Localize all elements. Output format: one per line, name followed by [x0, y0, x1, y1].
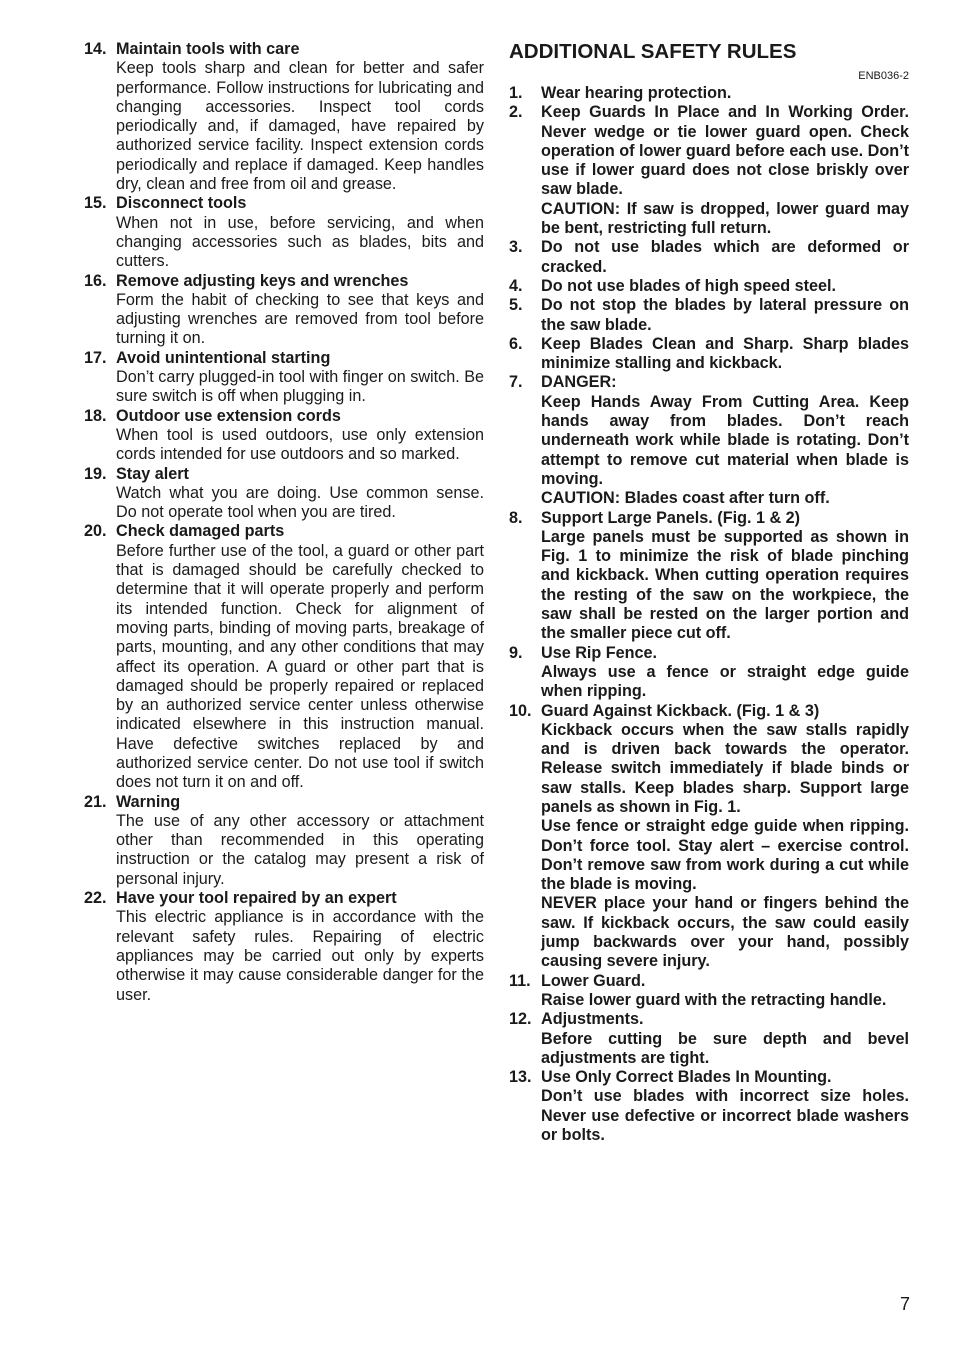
item-title: Use Rip Fence. — [541, 643, 658, 662]
item-paragraph: Kickback occurs when the saw stalls rapidly and is driven back towards the operator. Release switch immediately if blade binds or saw stalls. Keep blades sharp. Support large panels as shown in Fig. 1. — [541, 720, 909, 816]
item-number: 8. — [509, 508, 523, 527]
item-text: Keep tools sharp and clean for better and safer performance. Follow instructions for lubricating and changing accessories. Inspect tool cords periodically and, if damaged, have repaired by authorized service facility. Inspect extension cords periodically and replace if damaged. Keep handles dry, clean and free from oil and grease. — [116, 59, 484, 194]
item-number: 4. — [509, 276, 523, 295]
item-number: 12. — [509, 1010, 532, 1029]
left-item-21 — [84, 793, 484, 889]
item-title: Outdoor use extension cords — [116, 406, 341, 425]
item-title: Guard Against Kickback. (Fig. 1 & 3) — [541, 701, 820, 720]
right-item-13 — [509, 1068, 909, 1145]
item-title: Keep Blades Clean and Sharp. Sharp blades minimize stalling and kickback. — [541, 334, 909, 373]
item-number: 14. — [84, 40, 107, 58]
left-item-16 — [84, 272, 484, 349]
right-item-2 — [509, 103, 909, 238]
item-number: 18. — [84, 406, 107, 425]
item-title: Do not use blades of high speed steel. — [541, 276, 837, 295]
item-title: Stay alert — [116, 464, 189, 483]
item-paragraph: CAUTION: Blades coast after turn off. — [541, 489, 830, 508]
right-item-12 — [509, 1010, 909, 1068]
item-paragraph: Before cutting be sure depth and bevel adjustments are tight. — [541, 1029, 909, 1067]
item-number: 5. — [509, 296, 523, 315]
item-number: 22. — [84, 889, 107, 908]
item-title: DANGER: — [541, 373, 617, 392]
item-text: Form the habit of checking to see that keys and adjusting wrenches are removed from tool before turning it on. — [116, 290, 484, 348]
page-number: 7 — [899, 1294, 910, 1314]
left-item-20 — [84, 522, 484, 792]
item-number: 20. — [84, 522, 107, 541]
item-paragraph: Large panels must be supported as shown in Fig. 1 to minimize the risk of blade pinching and kickback. When cutting operation requires the resting of the saw on the workpiece, the saw shall be rested on the larger portion and the smaller piece cut off. — [541, 527, 909, 643]
left-item-22 — [84, 889, 484, 1005]
item-number: 11. — [509, 971, 531, 990]
item-number: 10. — [509, 701, 532, 720]
left-item-15 — [84, 194, 484, 271]
item-text: Before further use of the tool, a guard or other part that is damaged should be carefully checked to determine that it will operate properly and perform its intended function. Check for alignment of moving parts, binding of moving parts, breakage of parts, mounting, and any other conditions that may affect its operation. A guard or other part that is damaged should be properly repaired or replaced by an authorized service center unless otherwise indicated elsewhere in this instruction manual. Have defective switches replaced by and authorized service center. Do not use tool if switch does not turn it on and off. — [116, 541, 484, 792]
item-paragraph: CAUTION: If saw is dropped, lower guard may be bent, restricting full return. — [541, 199, 909, 238]
left-item-14 — [84, 40, 484, 194]
item-title: Remove adjusting keys and wrenches — [116, 271, 409, 290]
item-number: 3. — [509, 238, 523, 257]
right-item-3 — [509, 238, 909, 277]
item-number: 19. — [84, 464, 107, 483]
right-item-9 — [509, 644, 909, 702]
right-item-11 — [509, 972, 909, 1011]
item-number: 1. — [509, 84, 523, 102]
right-item-10 — [509, 702, 909, 972]
item-paragraph: Raise lower guard with the retracting handle. — [541, 990, 887, 1009]
item-paragraph: Always use a fence or straight edge guide when ripping. — [541, 662, 909, 701]
right-item-4 — [509, 277, 909, 296]
item-number: 7. — [509, 373, 523, 392]
item-number: 16. — [84, 271, 107, 290]
item-text: This electric appliance is in accordance with the relevant safety rules. Repairing of electric appliances may be carried out only by experts otherwise it may cause considerable danger for the user. — [116, 908, 484, 1004]
item-title: Avoid unintentional starting — [116, 348, 331, 367]
item-title: Adjustments. — [541, 1010, 644, 1029]
item-number: 13. — [509, 1068, 532, 1087]
right-item-6 — [509, 335, 909, 374]
item-number: 9. — [509, 643, 523, 662]
item-title: Do not stop the blades by lateral pressure on the saw blade. — [541, 296, 909, 334]
item-number: 6. — [509, 334, 523, 353]
item-paragraph: Use fence or straight edge guide when ripping. Don’t force tool. Stay alert – exercise control. Don’t remove saw from work during a cut while the blade is moving. — [541, 817, 909, 894]
item-paragraph: Keep Hands Away From Cutting Area. Keep hands away from blades. Don’t reach underneath work while blade is rotating. Don’t attempt to remove cut material when blade is moving. — [541, 392, 909, 488]
item-text: The use of any other accessory or attachment other than recommended in this operating instruction or the catalog may present a risk of personal injury. — [116, 811, 484, 888]
section-title: ADDITIONAL SAFETY RULES — [509, 40, 797, 63]
item-number: 2. — [509, 103, 523, 122]
item-title: Maintain tools with care — [116, 40, 300, 58]
item-paragraph: NEVER place your hand or fingers behind the saw. If kickback occurs, the saw could easily jump backwards over your hand, possibly causing severe injury. — [541, 894, 909, 971]
item-title: Have your tool repaired by an expert — [116, 889, 397, 908]
item-text: Watch what you are doing. Use common sense. Do not operate tool when you are tired. — [116, 483, 484, 522]
item-title: Keep Guards In Place and In Working Order. Never wedge or tie lower guard open. Check operation of lower guard before each use. Don’t use if lower guard does not close briskly over saw blade. — [541, 103, 909, 199]
item-title: Disconnect tools — [116, 194, 247, 213]
right-column — [509, 40, 909, 1145]
left-item-17 — [84, 349, 484, 407]
right-item-5 — [509, 296, 909, 335]
right-item-1 — [509, 84, 909, 103]
item-paragraph: Don’t use blades with incorrect size holes. Never use defective or incorrect blade washers or bolts. — [541, 1087, 909, 1145]
item-number: 15. — [84, 194, 107, 213]
item-title: Wear hearing protection. — [541, 84, 732, 102]
item-title: Use Only Correct Blades In Mounting. — [541, 1068, 832, 1087]
right-item-7 — [509, 373, 909, 508]
left-column — [84, 40, 484, 1005]
item-title: Lower Guard. — [541, 971, 646, 990]
left-item-19 — [84, 465, 484, 523]
item-text: When not in use, before servicing, and when changing accessories such as blades, bits and cutters. — [116, 213, 484, 271]
item-text: When tool is used outdoors, use only extension cords intended for use outdoors and so marked. — [116, 425, 484, 464]
right-item-8 — [509, 509, 909, 644]
item-title: Support Large Panels. (Fig. 1 & 2) — [541, 508, 801, 527]
item-number: 21. — [84, 792, 107, 811]
item-title: Check damaged parts — [116, 522, 285, 541]
document-code: ENB036-2 — [858, 70, 909, 82]
item-title: Do not use blades which are deformed or cracked. — [541, 238, 909, 276]
left-item-18 — [84, 407, 484, 465]
item-number: 17. — [84, 348, 107, 367]
item-title: Warning — [116, 792, 181, 811]
item-text: Don’t carry plugged-in tool with finger on switch. Be sure switch is off when plugging in. — [116, 368, 484, 406]
